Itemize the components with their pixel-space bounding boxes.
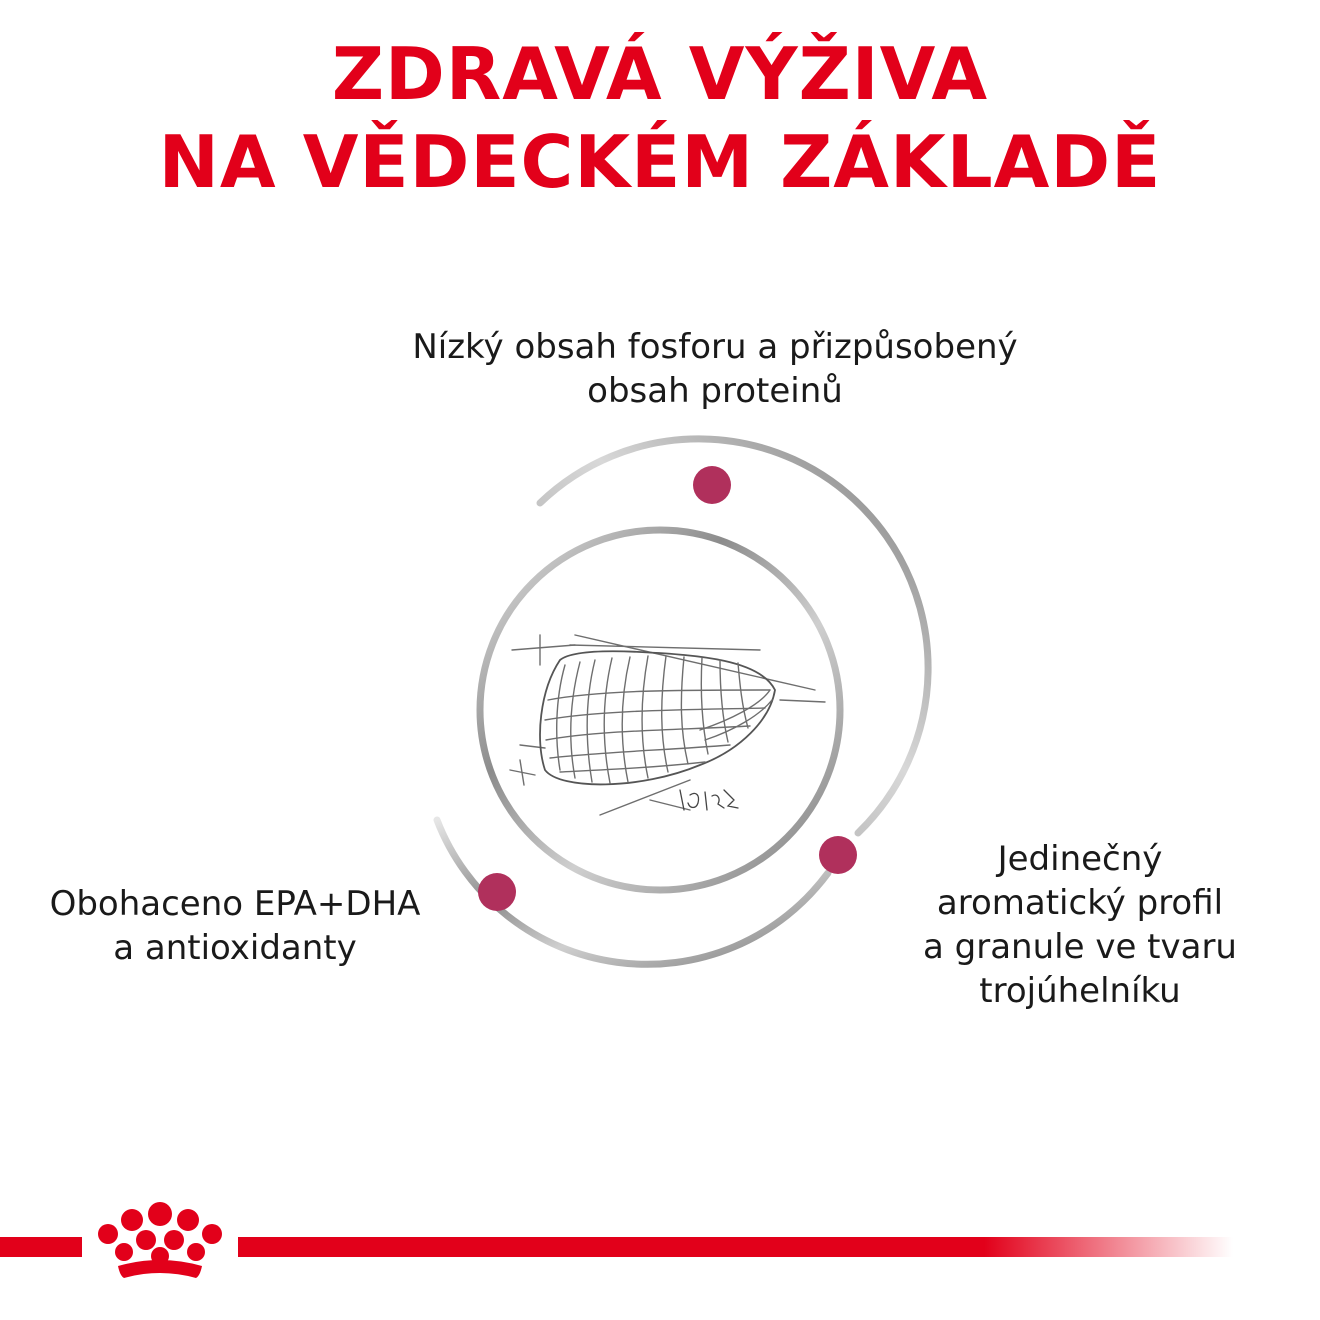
feature-left-line-2: a antioxidanty xyxy=(113,928,357,968)
headline-line-1: ZDRAVÁ VÝŽIVA xyxy=(331,32,989,116)
royal-canin-crown-logo xyxy=(98,1202,222,1278)
footer-bar-left xyxy=(0,1237,82,1257)
headline-line-2: NA VĚDECKÉM ZÁKLADĚ xyxy=(158,120,1162,204)
feature-right-line-4: trojúhelníku xyxy=(979,971,1181,1011)
feature-right-line-3: a granule ve tvaru xyxy=(923,927,1237,967)
feature-right-line-2: aromatický profil xyxy=(936,883,1224,923)
footer-bar-right xyxy=(238,1237,1233,1257)
feature-left-line-1: Obohaceno EPA+DHA xyxy=(49,884,421,924)
feature-top-line-1: Nízký obsah fosforu a přizpůsobený xyxy=(412,327,1018,367)
feature-right-line-1: Jedinečný xyxy=(997,839,1163,879)
feature-top-line-2: obsah proteinů xyxy=(587,371,843,411)
